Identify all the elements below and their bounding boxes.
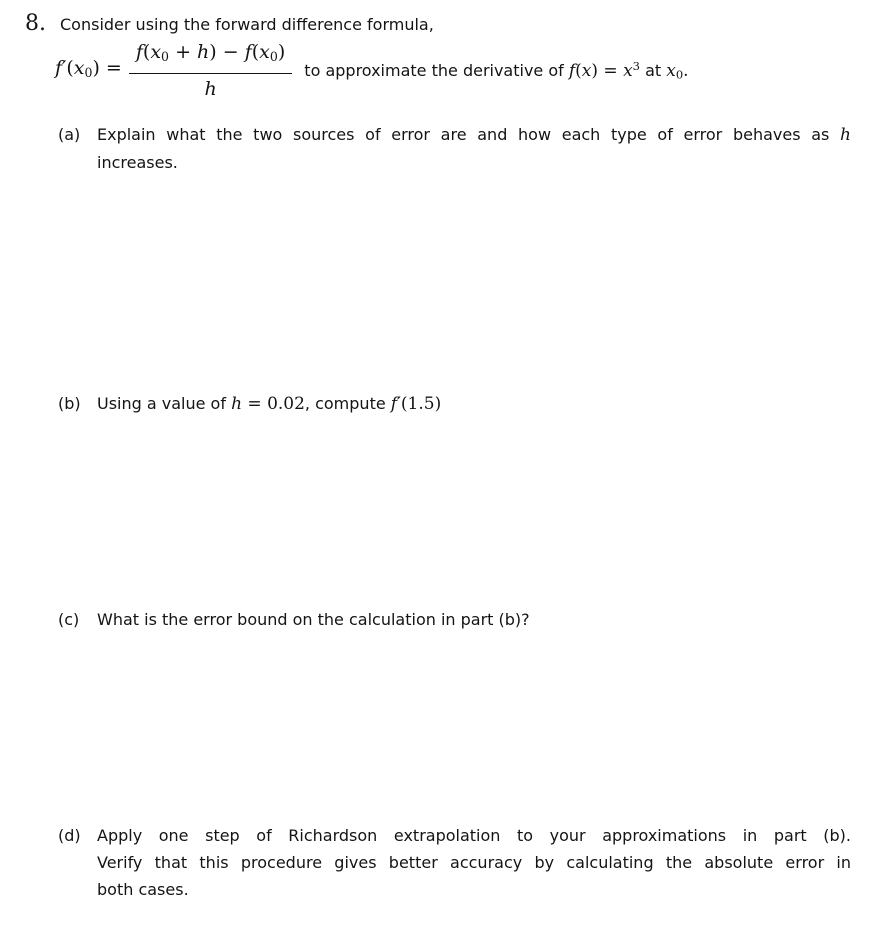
part-a-label: (a) (58, 125, 81, 144)
formula-tail-text: to approximate the derivative of $f(x) = x^3$ at x0. (304, 58, 689, 82)
part-d-line3: both cases. (97, 880, 189, 899)
problem-intro: Consider using the forward difference formula, (60, 15, 434, 34)
part-d-line2: Verify that this procedure gives better accuracy by calculating the absolute error in (97, 853, 851, 872)
fraction-denominator: h (204, 78, 217, 101)
forward-difference-formula (55, 39, 689, 102)
part-c-label: (c) (58, 610, 80, 629)
formula-fraction (129, 39, 292, 102)
part-b-text: Using a value of h = 0.02, compute f′(1.5) (97, 394, 442, 414)
part-b (58, 390, 851, 418)
part-c (58, 606, 851, 633)
part-d-line1: Apply one step of Richardson extrapolation to your approximations in part (b). (97, 826, 851, 845)
problem-number: 8. (25, 11, 46, 36)
part-a-line2: increases. (97, 153, 178, 172)
part-a-line1: Explain what the two sources of error are and how each type of error behaves as h (97, 125, 851, 145)
part-a-text (97, 121, 851, 176)
part-a (58, 121, 851, 176)
fraction-numerator: f(x0 + h) − f(x0) (129, 39, 292, 74)
part-d-label: (d) (58, 826, 81, 845)
part-c-text: What is the error bound on the calculation in part (b)? (97, 610, 530, 629)
part-d (58, 822, 851, 903)
part-d-text (97, 822, 851, 903)
formula-lhs: f′(x0) = (55, 57, 122, 81)
part-b-label: (b) (58, 394, 81, 413)
problem-header (25, 10, 434, 38)
